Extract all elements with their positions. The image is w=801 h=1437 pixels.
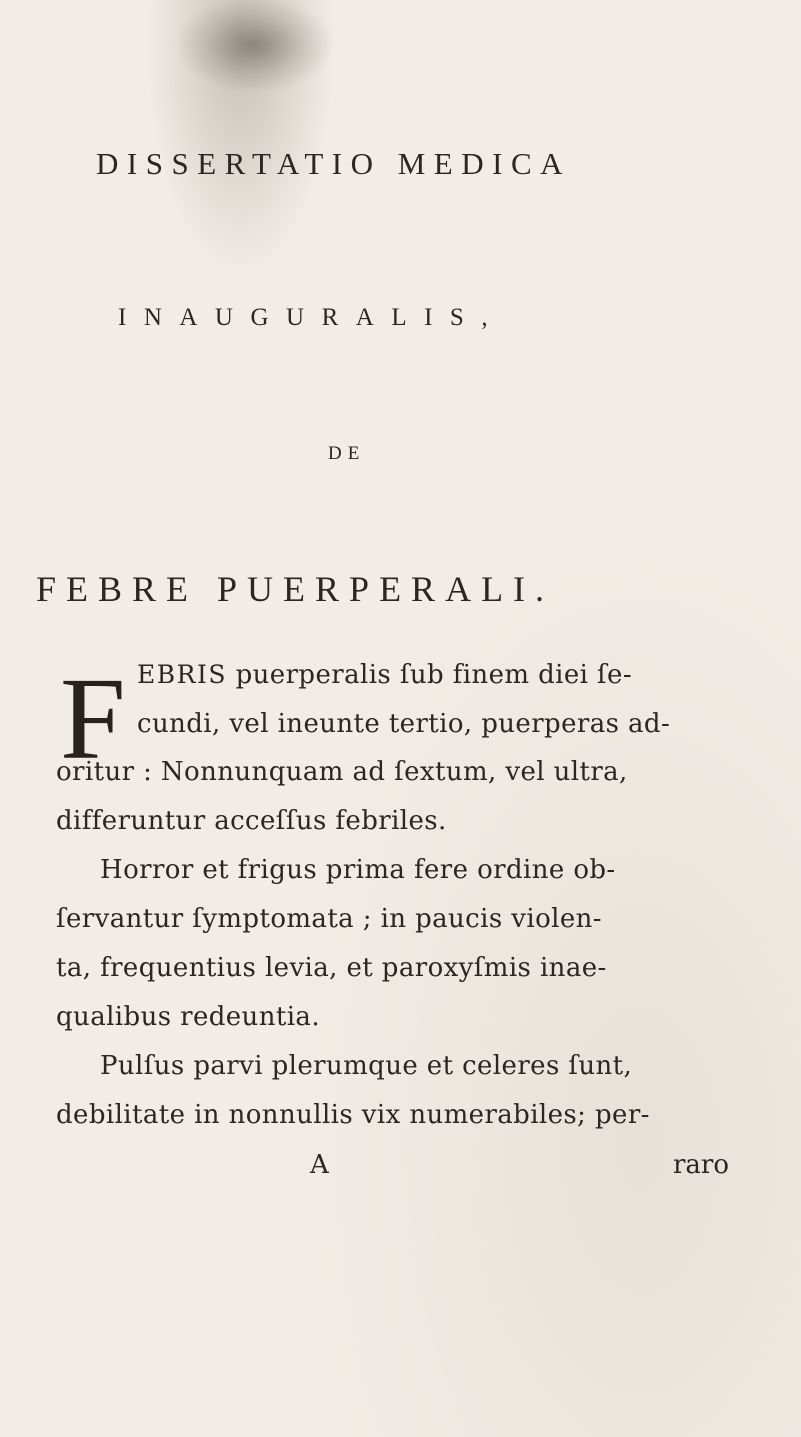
title-febre-puerperali: FEBRE PUERPERALI.	[36, 569, 555, 609]
ink-stain	[180, 0, 330, 90]
body-line-4: differuntur acceſſus febriles.	[56, 806, 447, 836]
body-line-1	[137, 660, 632, 690]
body-line-1-text: puerperalis ſub finem diei ſe-	[226, 660, 633, 690]
body-line-2: cundi, vel ineunte tertio, puerperas ad-	[137, 709, 671, 739]
title-dissertatio-medica: DISSERTATIO MEDICA	[96, 146, 572, 181]
body-line-9: Pulſus parvi plerumque et celeres ſunt,	[100, 1051, 633, 1081]
drop-cap: F	[60, 653, 126, 784]
body-line-8: qualibus redeuntia.	[56, 1002, 320, 1032]
title-de: DE	[328, 443, 366, 464]
body-line-3: oritur : Nonnunquam ad ſextum, vel ultra,	[56, 757, 628, 787]
body-line-6: ſervantur ſymptomata ; in paucis violen-	[56, 904, 602, 934]
first-word-caps: EBRIS	[137, 660, 227, 689]
body-line-5: Horror et frigus prima fere ordine ob-	[100, 855, 616, 885]
body-line-7: ta, frequentius levia, et paroxyſmis inae-	[56, 953, 607, 983]
signature-mark: A	[310, 1150, 329, 1180]
catchword: raro	[673, 1150, 730, 1180]
title-inauguralis: INAUGURALIS,	[118, 304, 506, 331]
body-line-10: debilitate in nonnullis vix numerabiles; per-	[56, 1100, 650, 1130]
